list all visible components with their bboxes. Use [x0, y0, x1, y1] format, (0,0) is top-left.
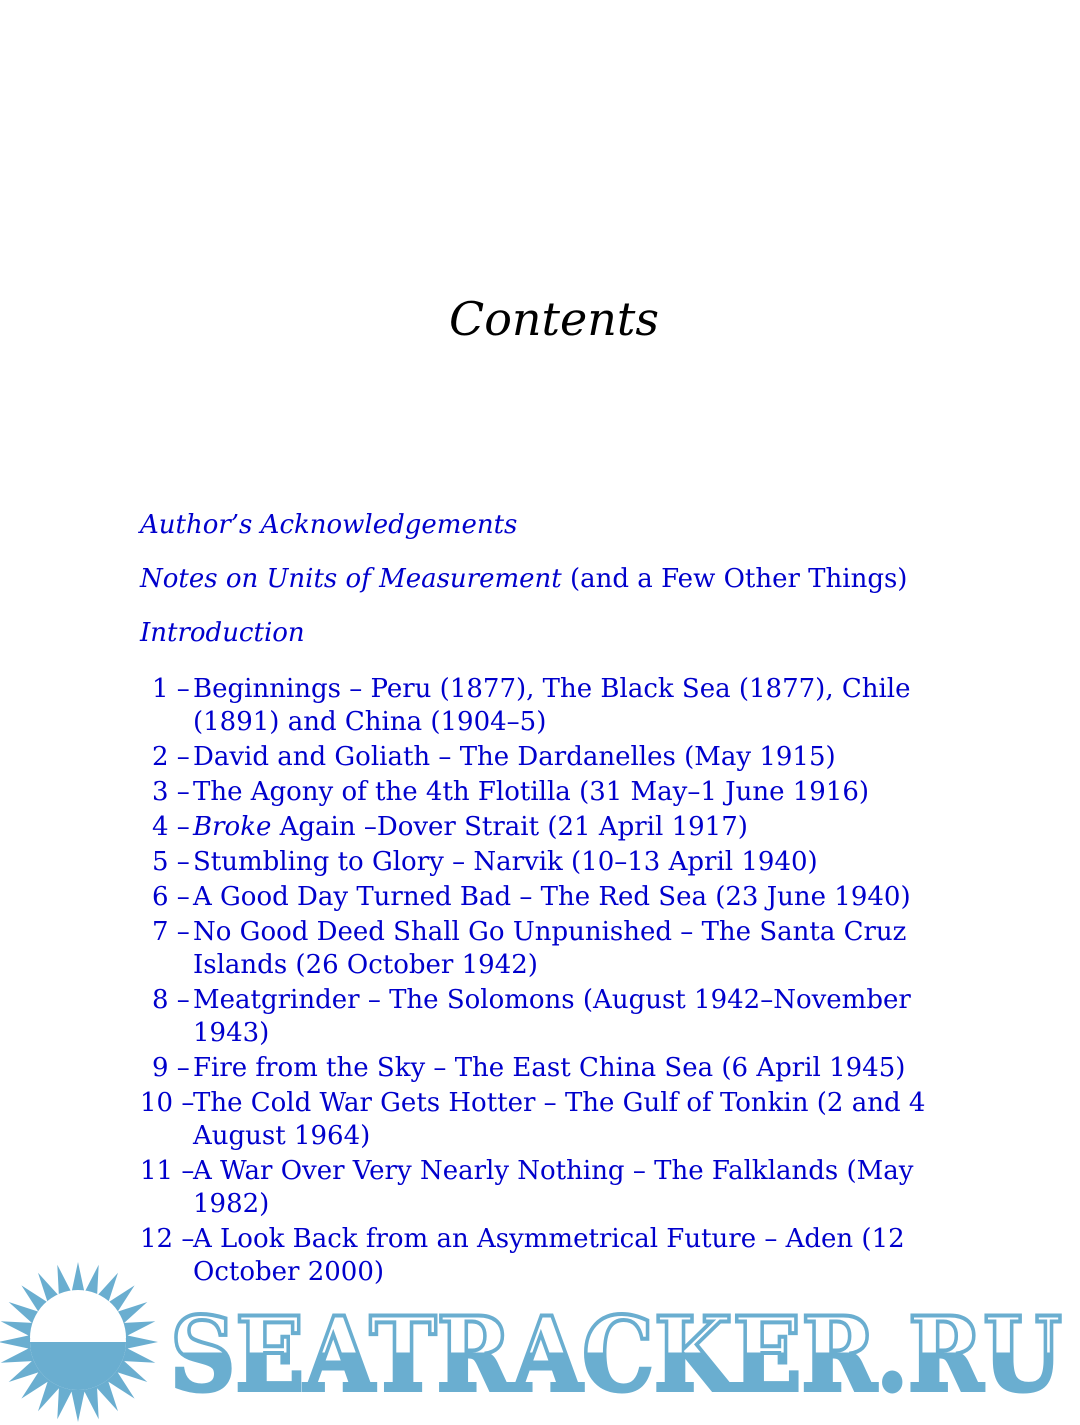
- chapter-item[interactable]: [140, 916, 970, 982]
- link-notes-units-suffix: (and a Few Other Things): [561, 564, 908, 594]
- chapter-title: The Agony of the 4th Flotilla (31 May–1 June 1916): [193, 777, 870, 807]
- chapter-item[interactable]: [140, 881, 970, 914]
- chapter-title: Beginnings – Peru (1877), The Black Sea (1877), Chile (1891) and China (1904–5): [193, 674, 911, 737]
- chapter-title: No Good Deed Shall Go Unpunished – The Santa Cruz Islands (26 October 1942): [193, 917, 907, 980]
- chapter-number: 3 –: [152, 777, 190, 807]
- link-acknowledgements-label: Author’s Acknowledgements: [140, 510, 518, 540]
- chapter-title: A War Over Very Nearly Nothing – The Falklands (May 1982): [193, 1156, 914, 1219]
- chapter-title: A Look Back from an Asymmetrical Future – Aden (12 October 2000): [193, 1224, 905, 1287]
- chapter-item[interactable]: [140, 776, 970, 809]
- chapter-item[interactable]: [140, 811, 970, 844]
- page-title: Contents: [449, 292, 659, 346]
- chapter-number: 9 –: [152, 1053, 190, 1083]
- chapter-number: 6 –: [152, 882, 190, 912]
- chapter-title: Meatgrinder – The Solomons (August 1942–November 1943): [193, 985, 911, 1048]
- chapter-title: David and Goliath – The Dardanelles (May 1915): [193, 742, 836, 772]
- chapter-number: 4 –: [152, 812, 190, 842]
- chapter-number: 10 –: [140, 1088, 195, 1118]
- chapter-title: Stumbling to Glory – Narvik (10–13 April 1940): [193, 847, 818, 877]
- chapter-number: 8 –: [152, 985, 190, 1015]
- sun-icon: [0, 1262, 158, 1422]
- chapter-number: 11 –: [140, 1156, 195, 1186]
- chapter-title: The Cold War Gets Hotter – The Gulf of Tonkin (2 and 4 August 1964): [193, 1088, 926, 1151]
- chapter-item[interactable]: [140, 1155, 970, 1221]
- link-notes-units[interactable]: [140, 564, 907, 594]
- link-acknowledgements[interactable]: [140, 510, 517, 540]
- chapter-title: Fire from the Sky – The East China Sea (6 April 1945): [193, 1053, 906, 1083]
- chapter-list: [140, 673, 970, 1291]
- chapter-number: 1 –: [152, 674, 190, 704]
- chapter-number: 7 –: [152, 917, 190, 947]
- chapter-item[interactable]: [140, 984, 970, 1050]
- link-introduction-label: Introduction: [140, 618, 305, 648]
- watermark: [0, 1262, 1080, 1425]
- chapter-title: Broke Again –Dover Strait (21 April 1917): [193, 812, 748, 842]
- chapter-item[interactable]: [140, 1052, 970, 1085]
- chapter-number: 2 –: [152, 742, 190, 772]
- chapter-title: A Good Day Turned Bad – The Red Sea (23 June 1940): [193, 882, 911, 912]
- link-introduction[interactable]: [140, 618, 305, 648]
- chapter-item[interactable]: [140, 741, 970, 774]
- watermark-text: SEATRACKER.RU: [170, 1295, 1062, 1415]
- link-notes-units-label: Notes on Units of Measurement: [140, 564, 562, 594]
- chapter-item[interactable]: [140, 1087, 970, 1153]
- chapter-number: 12 –: [140, 1224, 195, 1254]
- chapter-item[interactable]: [140, 673, 970, 739]
- chapter-number: 5 –: [152, 847, 190, 877]
- chapter-item[interactable]: [140, 846, 970, 879]
